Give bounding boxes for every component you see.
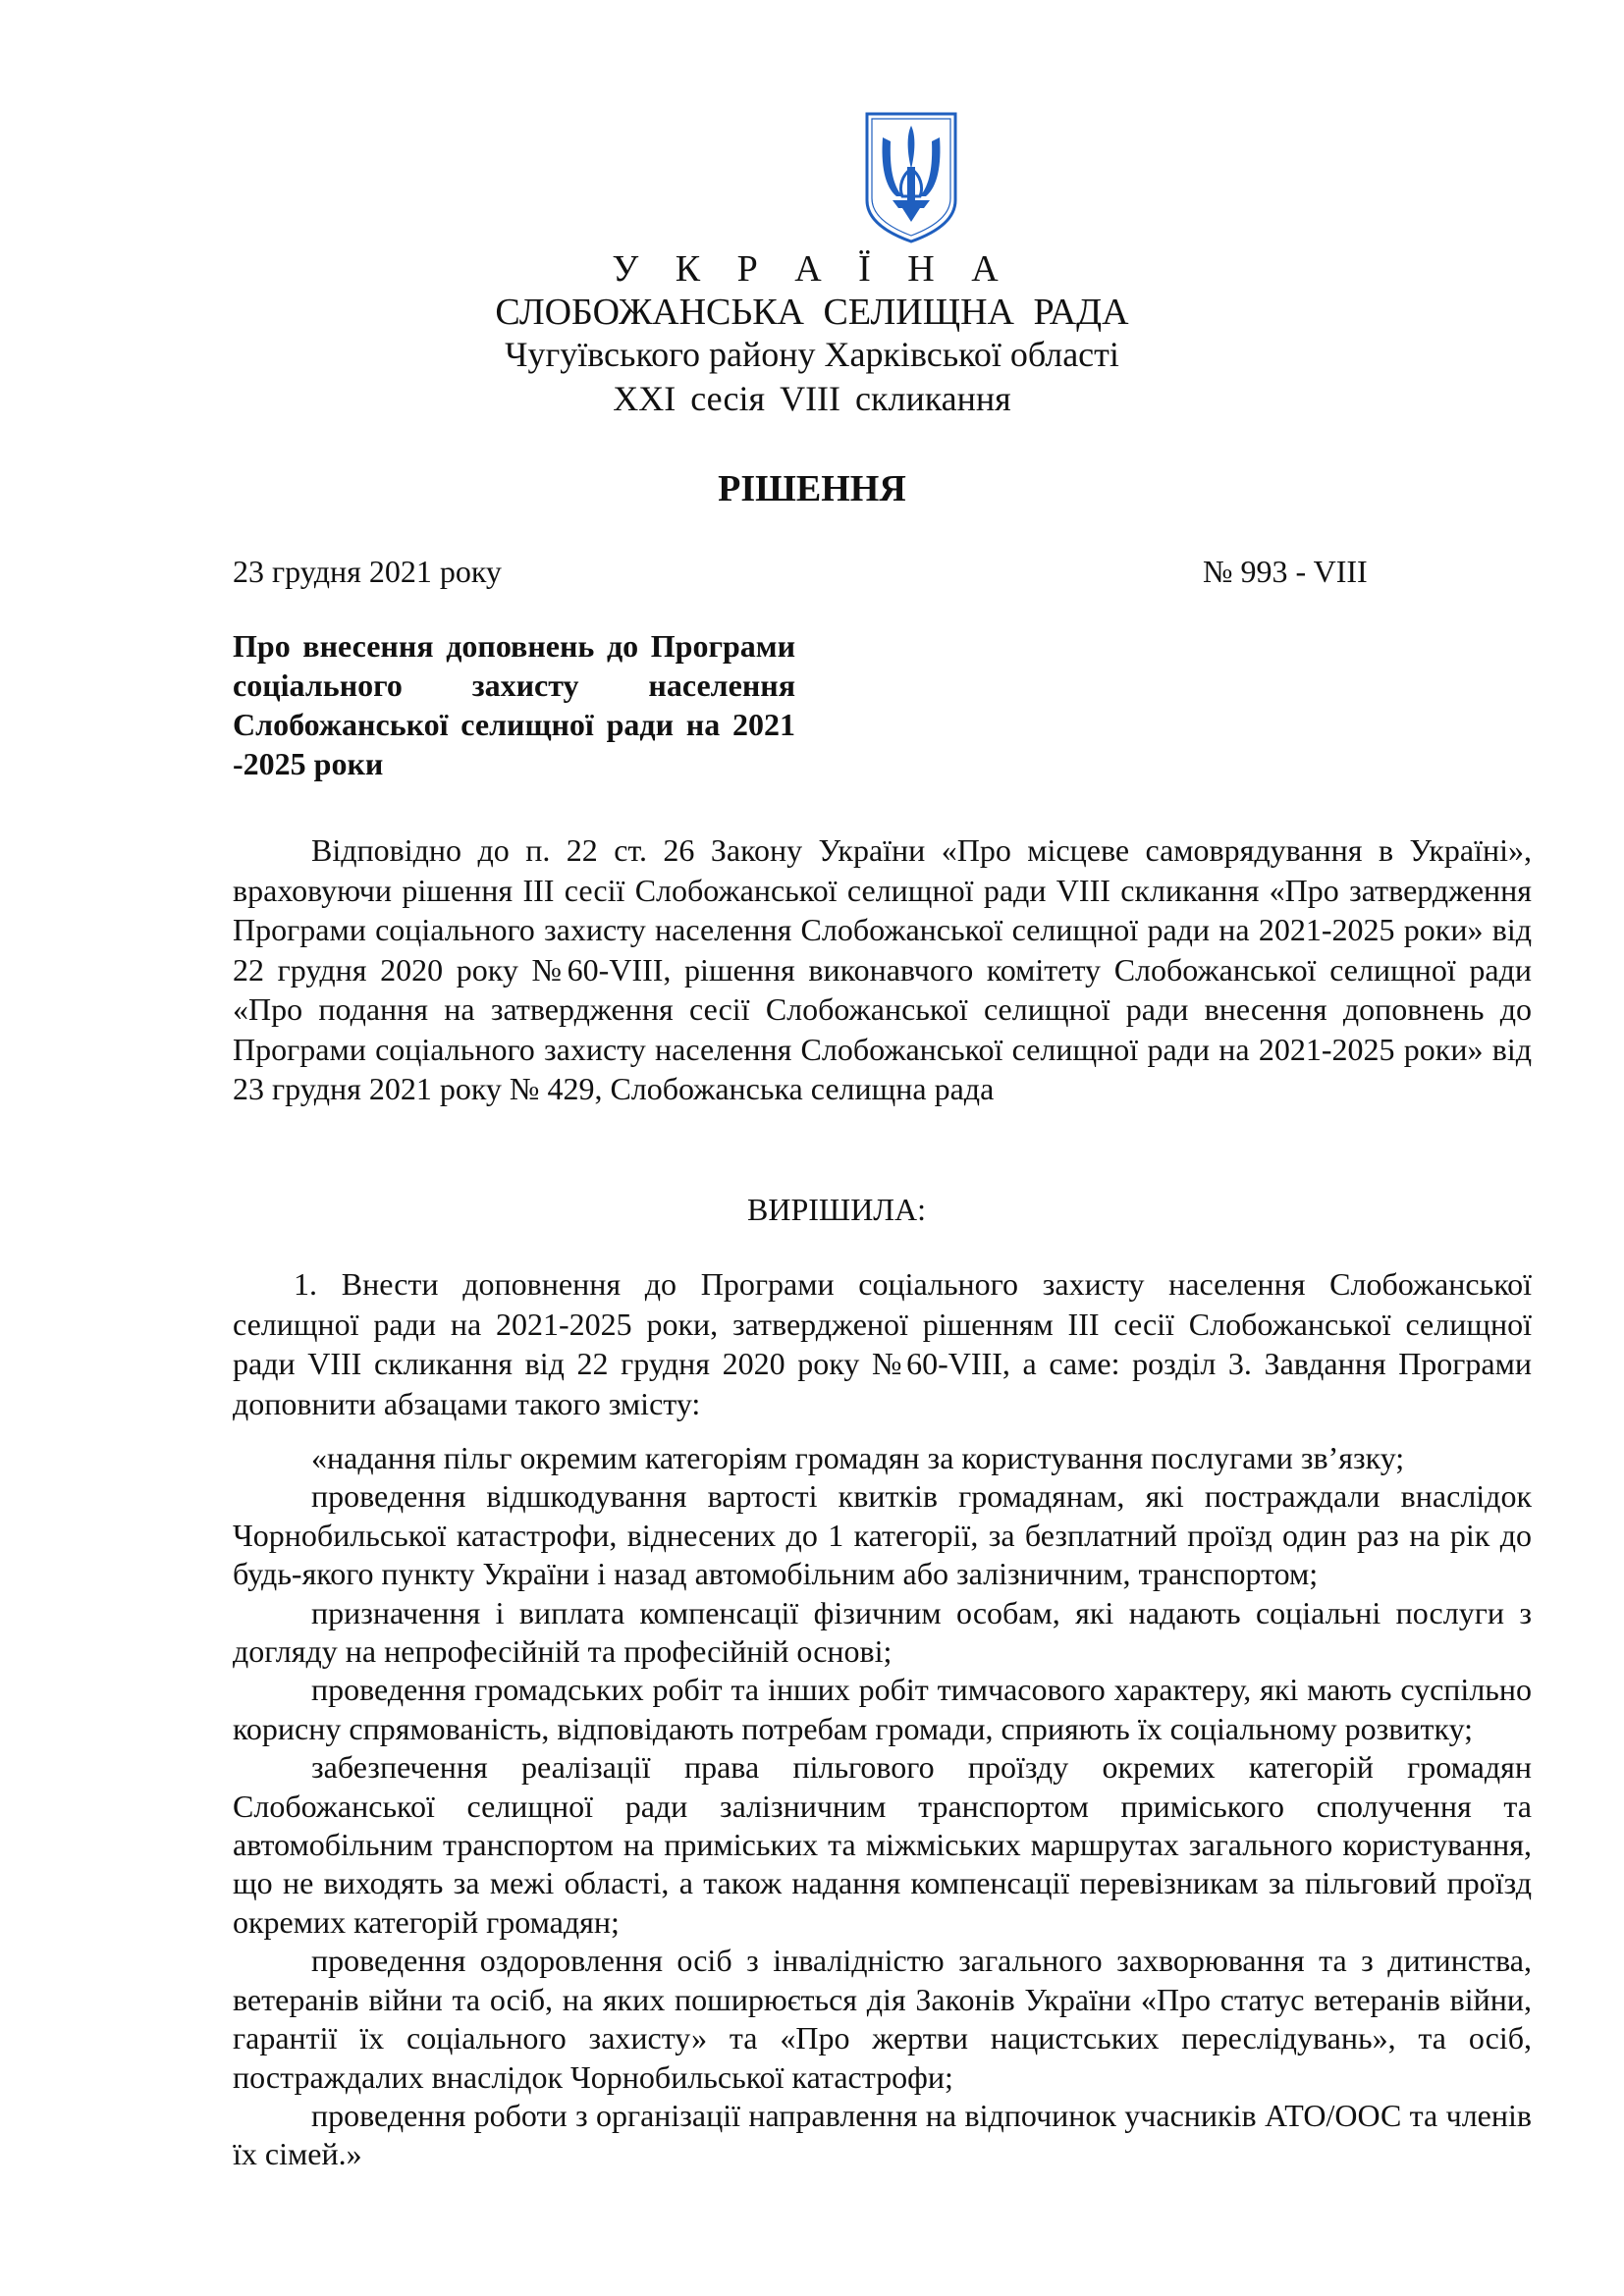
quoted-paragraphs: [233, 1439, 1532, 2174]
document-title: РІШЕННЯ: [718, 468, 906, 509]
quoted-paragraph: проведення громадських робіт та інших робіт тимчасового характеру, які мають суспільно корисну спрямованість, відповідають потребам громади, сприяють їх соціальному розвитку;: [233, 1672, 1532, 1746]
document-number: № 993 - VIII: [1203, 554, 1368, 589]
quoted-paragraph: «надання пільг окремим категоріям громадян за користування послугами зв’язку;: [311, 1440, 1405, 1475]
document-subject: Про внесення доповнень до Програми соціального захисту населення Слобожанської селищної ради на 2021 -2025 роки: [233, 628, 795, 781]
district-name: Чугуївського району Харківської області: [505, 335, 1119, 374]
quoted-paragraph: проведення відшкодування вартості квитків громадянам, які постраждали внаслідок Чорнобильської катастрофи, віднесених до 1 категорії, за безплатний проїзд один раз на рік до будь-якого пункту України і назад автомобільним або залізничним, транспортом;: [233, 1478, 1532, 1592]
country-name: У К Р А Ї Н А: [612, 248, 1012, 290]
quoted-paragraph: забезпечення реалізації права пільгового проїзду окремих категорій громадян Слобожанської селищної ради залізничним транспортом приміського сполучення та автомобільним транспортом на приміських та міжміських маршрутах загального користування, що не виходять за межі області, а також надання компенсації перевізникам за пільговий проїзд окремих категорій громадян;: [233, 1749, 1532, 1940]
quoted-paragraph: проведення роботи з організації направлення на відпочинок учасників АТО/ООС та членів їх сімей.»: [233, 2097, 1532, 2172]
decided-heading: ВИРІШИЛА:: [747, 1192, 926, 1227]
coat-of-arms-of-ukraine-icon: [863, 110, 959, 245]
preamble-paragraph: Відповідно до п. 22 ст. 26 Закону України «Про місцеве самоврядування в Україні», враховуючи рішення ІІІ сесії Слобожанської селищної ради VIII скликання «Про затвердження Програми соціального захисту населення Слобожанської селищної ради на 2021-2025 роки» від 22 грудня 2020 року №60-VIII, рішення виконавчого комітету Слобожанської селищної ради «Про подання на затвердження сесії Слобожанської селищної ради внесення доповнень до Програми соціального захисту населення Слобожанської селищної ради на 2021-2025 роки» від 23 грудня 2021 року № 429, Слобожанська селищна рада: [233, 832, 1532, 1106]
document-date: 23 грудня 2021 року: [233, 554, 502, 589]
session-line: XXI сесія VIII скликання: [613, 379, 1011, 418]
quoted-paragraph: призначення і виплата компенсації фізичним особам, які надають соціальні послуги з догляду на непрофесійній та професійній основі;: [233, 1594, 1532, 1670]
decision-item-1: 1. Внести доповнення до Програми соціального захисту населення Слобожанської селищної ради на 2021-2025 роки, затвердженої рішенням ІІІ сесії Слобожанської селищної ради VIII скликання від 22 грудня 2020 року №60-VIII, а саме: розділ 3. Завдання Програми доповнити абзацами такого змісту:: [233, 1266, 1532, 1421]
council-name: СЛОБОЖАНСЬКА СЕЛИЩНА РАДА: [495, 292, 1129, 333]
quoted-paragraph: проведення оздоровлення осіб з інвалідністю загального захворювання та з дитинства, ветеранів війни та осіб, на яких поширюється дія Законів України «Про статус ветеранів війни, гарантії їх соціального захисту» та «Про жертви нацистських переслідувань», та осіб, постраждалих внаслідок Чорнобильської катастрофи;: [233, 1943, 1532, 2095]
